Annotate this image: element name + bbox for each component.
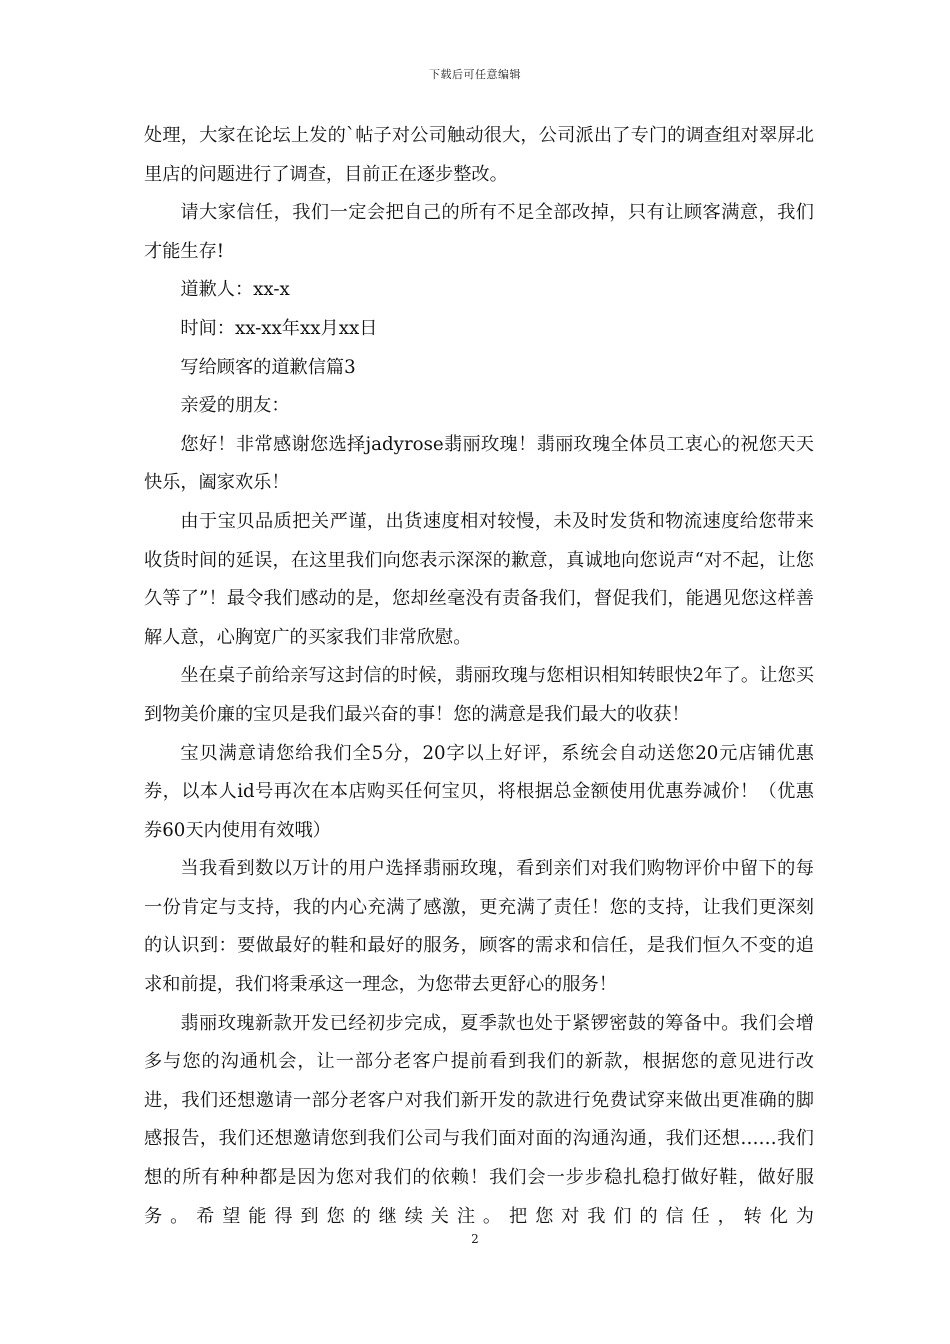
section-title: 写给顾客的道歉信篇3 (180, 356, 356, 378)
paragraph: 请大家信任，我们一定会把自己的所有不足全部改掉，只有让顾客满意，我们才能生存! (144, 202, 814, 262)
paragraph: 您好！非常感谢您选择jadyrose翡丽玫瑰！翡丽玫瑰全体员工衷心的祝您天天快乐，阖家欢乐！ (144, 433, 814, 494)
signature-line: 道歉人：xx-x (180, 279, 290, 301)
page-number: 2 (471, 1232, 479, 1246)
paragraph: 处理，大家在论坛上发的`帖子对公司触动很大，公司派出了专门的调查组对翠屏北里店的问题进行了调查，目前正在逐步整改。 (144, 125, 814, 185)
paragraph: 由于宝贝品质把关严谨，出货速度相对较慢，未及时发货和物流速度给您带来收货时间的延误，在这里我们向您表示深深的歉意，真诚地向您说声“对不起，让您久等了”！最令我们感动的是，您却丝毫没有责备我们，督促我们，能遇见您这样善解人意，心胸宽广的买家我们非常欣慰。 (144, 510, 814, 648)
paragraph: 翡丽玫瑰新款开发已经初步完成，夏季款也处于紧锣密鼓的筹备中。我们会增多与您的沟通机会，让一部分老客户提前看到我们的新款，根据您的意见进行改进，我们还想邀请一部分老客户对我们新开发的款进行免费试穿来做出更准确的脚感报告，我们还想邀请您到我们公司与我们面对面的沟通沟通，我们还想……我们想的所有种种都是因为您对我们的依赖！我们会一步步稳扎稳打做好鞋，做好服务。希望能得到您的继续关注。把您对我们的信任，转化为 (144, 1012, 814, 1227)
date-line: 时间：xx-xx年xx月xx日 (180, 317, 378, 339)
document-body (144, 117, 814, 1236)
page-header: 下载后可任意编辑 (429, 68, 521, 81)
paragraph: 当我看到数以万计的用户选择翡丽玫瑰，看到亲们对我们购物评价中留下的每一份肯定与支持，我的内心充满了感激，更充满了责任！您的支持，让我们更深刻的认识到：要做最好的鞋和最好的服务，顾客的需求和信任，是我们恒久不变的追求和前提，我们将秉承这一理念，为您带去更舒心的服务！ (144, 858, 814, 996)
paragraph: 宝贝满意请您给我们全5分，20字以上好评，系统会自动送您20元店铺优惠券，以本人id号再次在本店购买任何宝贝，将根据总金额使用优惠券减价！（优惠券60天内使用有效哦） (144, 742, 814, 841)
salutation: 亲爱的朋友： (180, 395, 290, 417)
paragraph: 坐在桌子前给亲写这封信的时候，翡丽玫瑰与您相识相知转眼快2年了。让您买到物美价廉的宝贝是我们最兴奋的事！您的满意是我们最大的收获！ (144, 665, 814, 725)
